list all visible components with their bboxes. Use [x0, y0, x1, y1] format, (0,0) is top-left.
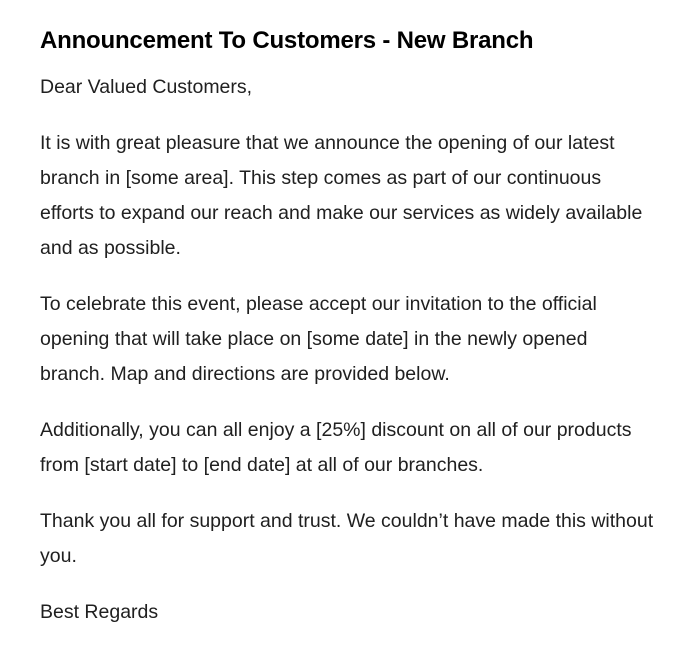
- salutation: Dear Valued Customers,: [40, 76, 253, 98]
- paragraph-invitation: To celebrate this event, please accept our invitation to the official opening that will take place on [some date] in the newly opened branch. Map and directions are provided below.: [40, 293, 597, 385]
- closing: Best Regards: [40, 601, 159, 623]
- paragraph-opening-announcement: It is with great pleasure that we announce the opening of our latest branch in [some area]. This step comes as part of our continuous efforts to expand our reach and make our services as widely available and as possible.: [40, 132, 643, 259]
- paragraph-thanks: Thank you all for support and trust. We couldn’t have made this without you.: [40, 510, 654, 567]
- announcement-document: [40, 24, 655, 651]
- document-title: Announcement To Customers - New Branch: [40, 27, 534, 54]
- paragraph-discount: Additionally, you can all enjoy a [25%] discount on all of our products from [start date] to [end date] at all of our branches.: [40, 419, 632, 476]
